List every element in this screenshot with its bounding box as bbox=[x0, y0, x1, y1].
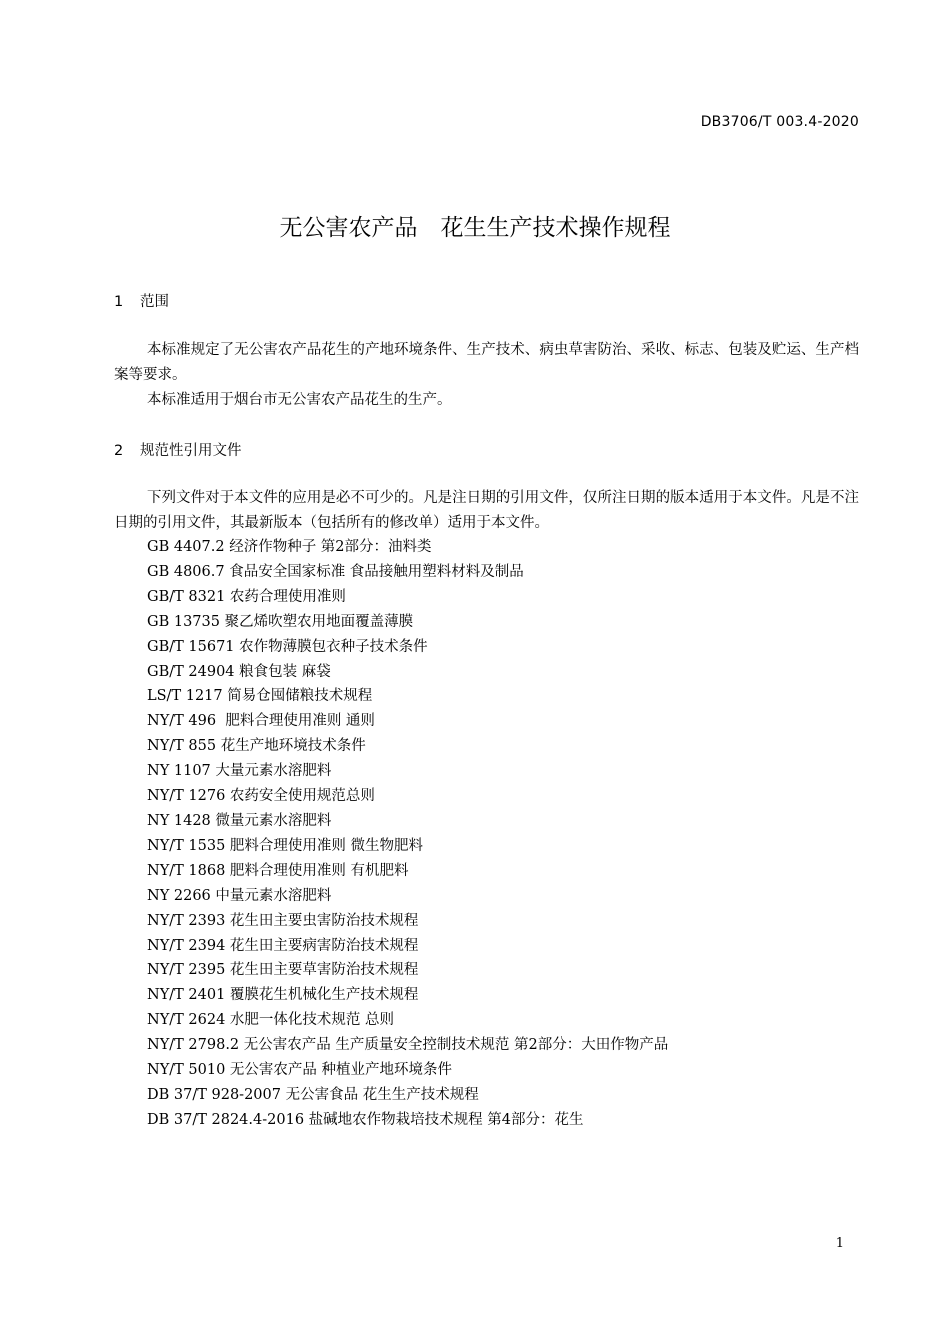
reference-item: DB 37/T 928-2007 无公害食品 花生生产技术规程 bbox=[147, 1086, 479, 1103]
reference-item: NY/T 855 花生产地环境技术条件 bbox=[147, 738, 366, 755]
document-title: 无公害农产品 花生生产技术操作规程 bbox=[279, 215, 671, 241]
scope-paragraph-2: 本标准适用于烟台市无公害农产品花生的生产。 bbox=[147, 392, 452, 408]
reference-item: NY/T 2393 花生田主要虫害防治技术规程 bbox=[147, 912, 419, 929]
reference-item: NY/T 5010 无公害农产品 种植业产地环境条件 bbox=[147, 1062, 453, 1079]
references-intro-paragraph: 下列文件对于本文件的应用是必不可少的。凡是注日期的引用文件，仅所注日期的版本适用于本文件。凡是不注日期的引用文件，其最新版本（包括所有的修改单）适用于本文件。 bbox=[114, 490, 859, 531]
reference-item: GB 13735 聚乙烯吹塑农用地面覆盖薄膜 bbox=[147, 613, 414, 630]
reference-item: NY/T 2798.2 无公害农产品 生产质量安全控制技术规范 第2部分：大田作物产品 bbox=[147, 1037, 669, 1054]
reference-item: NY/T 1868 肥料合理使用准则 有机肥料 bbox=[147, 862, 409, 879]
reference-item: GB/T 24904 粮食包装 麻袋 bbox=[147, 663, 331, 680]
section-heading-normative-references bbox=[114, 439, 242, 460]
reference-list bbox=[147, 535, 668, 1133]
reference-item: NY/T 2401 覆膜花生机械化生产技术规程 bbox=[147, 987, 419, 1004]
reference-item: NY/T 2624 水肥一体化技术规范 总则 bbox=[147, 1012, 395, 1029]
reference-item: NY/T 2395 花生田主要草害防治技术规程 bbox=[147, 962, 419, 979]
reference-item: NY/T 496 肥料合理使用准则 通则 bbox=[147, 713, 375, 730]
reference-item: NY 1107 大量元素水溶肥料 bbox=[147, 763, 332, 780]
reference-item: NY/T 1276 农药安全使用规范总则 bbox=[147, 788, 375, 805]
reference-item: NY 2266 中量元素水溶肥料 bbox=[147, 887, 332, 904]
reference-item: NY 1428 微量元素水溶肥料 bbox=[147, 812, 332, 829]
reference-item: NY/T 1535 肥料合理使用准则 微生物肥料 bbox=[147, 837, 424, 854]
document-code: DB3706/T 003.4-2020 bbox=[700, 114, 859, 130]
reference-item: GB/T 8321 农药合理使用准则 bbox=[147, 588, 346, 605]
scope-paragraph-1: 本标准规定了无公害农产品花生的产地环境条件、生产技术、病虫草害防治、采收、标志、包装及贮运、生产档案等要求。 bbox=[114, 342, 859, 383]
reference-item: GB 4407.2 经济作物种子 第2部分：油料类 bbox=[147, 539, 432, 555]
reference-item: NY/T 2394 花生田主要病害防治技术规程 bbox=[147, 937, 419, 954]
section-title: 范围 bbox=[140, 294, 169, 310]
page-number: 1 bbox=[835, 1236, 844, 1251]
section-number: 1 bbox=[114, 294, 124, 310]
section-number: 2 bbox=[114, 443, 124, 459]
reference-item: GB/T 15671 农作物薄膜包衣种子技术条件 bbox=[147, 638, 428, 655]
reference-item: GB 4806.7 食品安全国家标准 食品接触用塑料材料及制品 bbox=[147, 563, 524, 580]
reference-item: DB 37/T 2824.4-2016 盐碱地农作物栽培技术规程 第4部分：花生 bbox=[147, 1111, 584, 1128]
reference-item: LS/T 1217 简易仓囤储粮技术规程 bbox=[147, 688, 373, 705]
section-heading-scope bbox=[114, 290, 169, 311]
section-title: 规范性引用文件 bbox=[140, 443, 242, 459]
